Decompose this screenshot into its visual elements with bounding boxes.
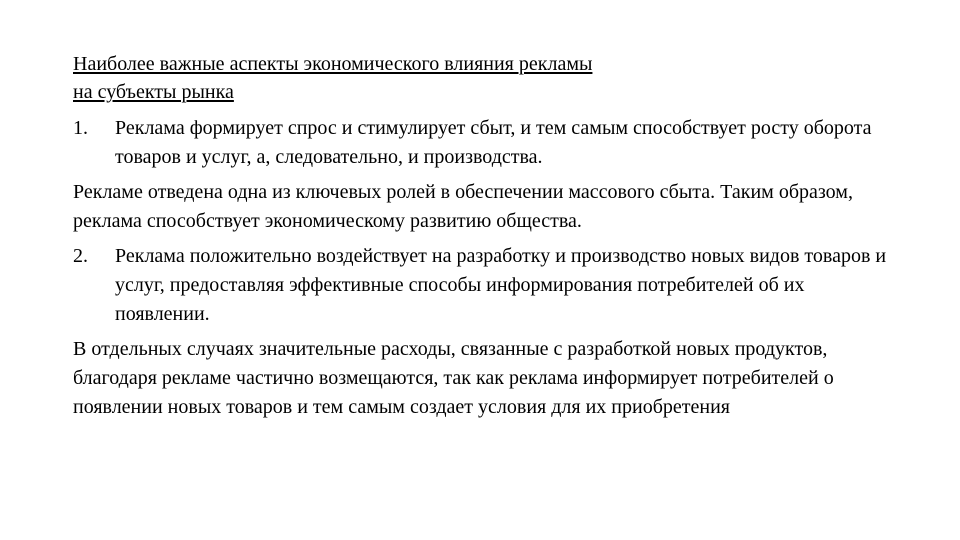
list-item-number: 2. <box>73 245 88 267</box>
title-line-1: Наиболее важные аспекты экономического влияния рекламы <box>73 53 593 75</box>
slide-content <box>73 50 893 428</box>
list-item-1 <box>73 114 893 172</box>
list-item-2 <box>73 242 893 329</box>
title-line-2: на субъекты рынка <box>73 81 234 103</box>
paragraph-2: В отдельных случаях значительные расходы, связанные с разработкой новых продуктов, благодаря рекламе частично возмещаются, так как реклама информирует потребителей о появлении новых товаров и тем самым создает условия для их приобретения <box>73 338 834 418</box>
list-item-text: Реклама положительно воздействует на разработку и производство новых видов товаров и услуг, предоставляя эффективные способы информирования потребителей об их появлении. <box>115 245 887 325</box>
list-item-number: 1. <box>73 117 88 139</box>
slide-title <box>73 50 893 106</box>
list-item-text: Реклама формирует спрос и стимулирует сбыт, и тем самым способствует росту оборота товаров и услуг, а, следовательно, и производства. <box>115 117 872 168</box>
paragraph-1: Рекламе отведена одна из ключевых ролей в обеспечении массового сбыта. Таким образом, реклама способствует экономическому развитию общества. <box>73 181 853 232</box>
